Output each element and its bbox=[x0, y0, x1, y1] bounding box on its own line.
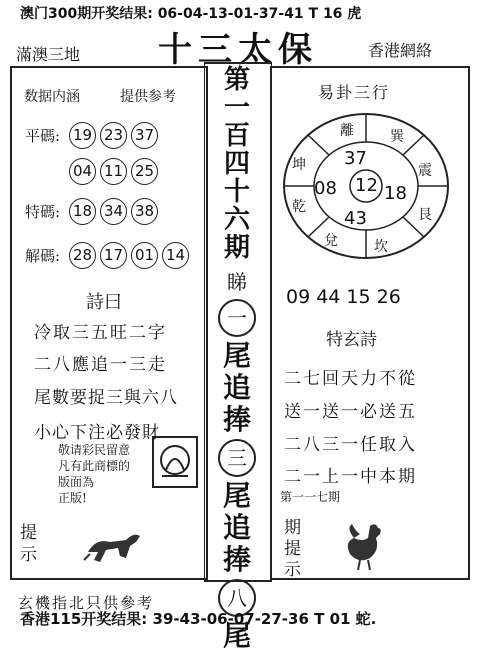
number-row bbox=[25, 242, 193, 269]
number-row bbox=[25, 122, 162, 149]
period-note: 第一一七期 bbox=[280, 490, 341, 504]
number-ball: 18 bbox=[69, 198, 96, 225]
number-ball: 19 bbox=[69, 122, 96, 149]
period-char: 十 bbox=[223, 177, 250, 207]
trigram-label: 震 bbox=[418, 163, 432, 179]
number-ball: 04 bbox=[69, 158, 96, 185]
period-column bbox=[217, 66, 257, 262]
notice-line: 敬请彩民留意 bbox=[58, 443, 131, 457]
bagua-number: 43 bbox=[344, 208, 367, 229]
number-ball: 01 bbox=[131, 242, 158, 269]
period-hint-char: 提 bbox=[284, 539, 301, 559]
hint-label: 提示 bbox=[20, 523, 37, 565]
poem-line: 二八應追一三走 bbox=[34, 355, 167, 375]
bagua-number: 37 bbox=[344, 148, 367, 169]
period-char: 百 bbox=[223, 121, 250, 151]
trigram-label: 巽 bbox=[390, 129, 404, 145]
footer-result: 香港115开奖结果: 39-43-06-07-27-36 T 01 蛇. bbox=[20, 610, 377, 628]
right-tag: 香港網絡 bbox=[368, 41, 433, 60]
bagua-title: 易卦三行 bbox=[318, 83, 391, 102]
number-ball: 28 bbox=[69, 242, 96, 269]
poem-line: 尾數要捉三與六八 bbox=[34, 388, 178, 408]
bagua-number: 08 bbox=[314, 178, 337, 199]
period-char: 六 bbox=[223, 205, 250, 235]
trigram-label: 坤 bbox=[292, 157, 306, 173]
trigram-label: 坎 bbox=[374, 239, 388, 255]
special-poem-line: 送一送一必送五 bbox=[284, 402, 417, 422]
top-result-line: 澳门300期开奖结果: 06-04-13-01-37-41 T 16 虎 bbox=[20, 6, 362, 22]
left-tag: 滿澳三地 bbox=[16, 45, 81, 64]
tail-char: 尾 bbox=[222, 619, 251, 652]
special-poem-line: 二八三一任取入 bbox=[284, 435, 417, 455]
notice-line: 正版! bbox=[58, 491, 87, 505]
period-hint-char: 示 bbox=[284, 560, 301, 580]
poem-line: 小心下注必發財 bbox=[34, 423, 160, 443]
caption-reference: 提供参考 bbox=[120, 89, 176, 105]
rooster-icon bbox=[340, 520, 388, 572]
special-poem-line: 二七回天力不從 bbox=[284, 369, 417, 389]
tail-char: 捧 bbox=[222, 403, 251, 436]
number-row bbox=[25, 158, 162, 185]
bagua-center-number: 12 bbox=[355, 175, 378, 196]
trigram-label: 艮 bbox=[418, 207, 432, 223]
bagua-number: 18 bbox=[384, 183, 407, 204]
number-ball: 17 bbox=[100, 242, 127, 269]
period-hint-char: 期 bbox=[284, 518, 301, 538]
row-label: 解碼: bbox=[25, 247, 61, 265]
number-line: 09 44 15 26 bbox=[286, 286, 401, 308]
footer-tagline: 玄機指北只供參考 bbox=[18, 594, 155, 612]
circled-digit: 八 bbox=[218, 579, 256, 617]
notice-line: 凡有此商標的 bbox=[58, 459, 131, 473]
trigram-label: 離 bbox=[340, 123, 354, 139]
horse-icon bbox=[82, 524, 146, 570]
row-label: 特碼: bbox=[25, 203, 61, 221]
trademark-stamp-icon bbox=[152, 436, 198, 488]
number-ball: 11 bbox=[100, 158, 127, 185]
period-char: 期 bbox=[223, 233, 250, 263]
number-ball: 23 bbox=[100, 122, 127, 149]
number-ball: 37 bbox=[131, 122, 158, 149]
tail-char: 追 bbox=[222, 371, 251, 404]
special-poem-line: 二一上一中本期 bbox=[284, 467, 417, 487]
number-ball: 14 bbox=[162, 242, 189, 269]
tail-char: 尾 bbox=[222, 339, 251, 372]
tail-char: 捧 bbox=[222, 543, 251, 576]
period-char: 一 bbox=[223, 93, 250, 123]
period-hint bbox=[284, 518, 304, 581]
notice-line: 版面為 bbox=[58, 475, 95, 489]
circled-digit: 三 bbox=[218, 439, 256, 477]
page-title: 十三太保 bbox=[158, 30, 318, 70]
row-label: 平碼: bbox=[25, 127, 61, 145]
number-row bbox=[25, 198, 162, 225]
tail-column bbox=[217, 296, 257, 652]
tail-char: 追 bbox=[222, 511, 251, 544]
notice-text bbox=[58, 442, 130, 506]
look-char: 睇 bbox=[227, 270, 247, 294]
number-ball: 25 bbox=[131, 158, 158, 185]
period-char: 四 bbox=[223, 149, 250, 179]
poem-title: 詩曰 bbox=[86, 292, 122, 313]
special-poem-title: 特玄詩 bbox=[326, 330, 377, 350]
caption-data: 数据内涵 bbox=[24, 89, 80, 105]
trigram-label: 乾 bbox=[292, 199, 306, 215]
circled-digit: 一 bbox=[218, 299, 256, 337]
number-ball: 38 bbox=[131, 198, 158, 225]
number-ball: 34 bbox=[100, 198, 127, 225]
trigram-label: 兌 bbox=[324, 233, 338, 249]
poem-line: 冷取三五旺二字 bbox=[34, 323, 167, 343]
period-char: 第 bbox=[223, 65, 250, 95]
tail-char: 尾 bbox=[222, 479, 251, 512]
